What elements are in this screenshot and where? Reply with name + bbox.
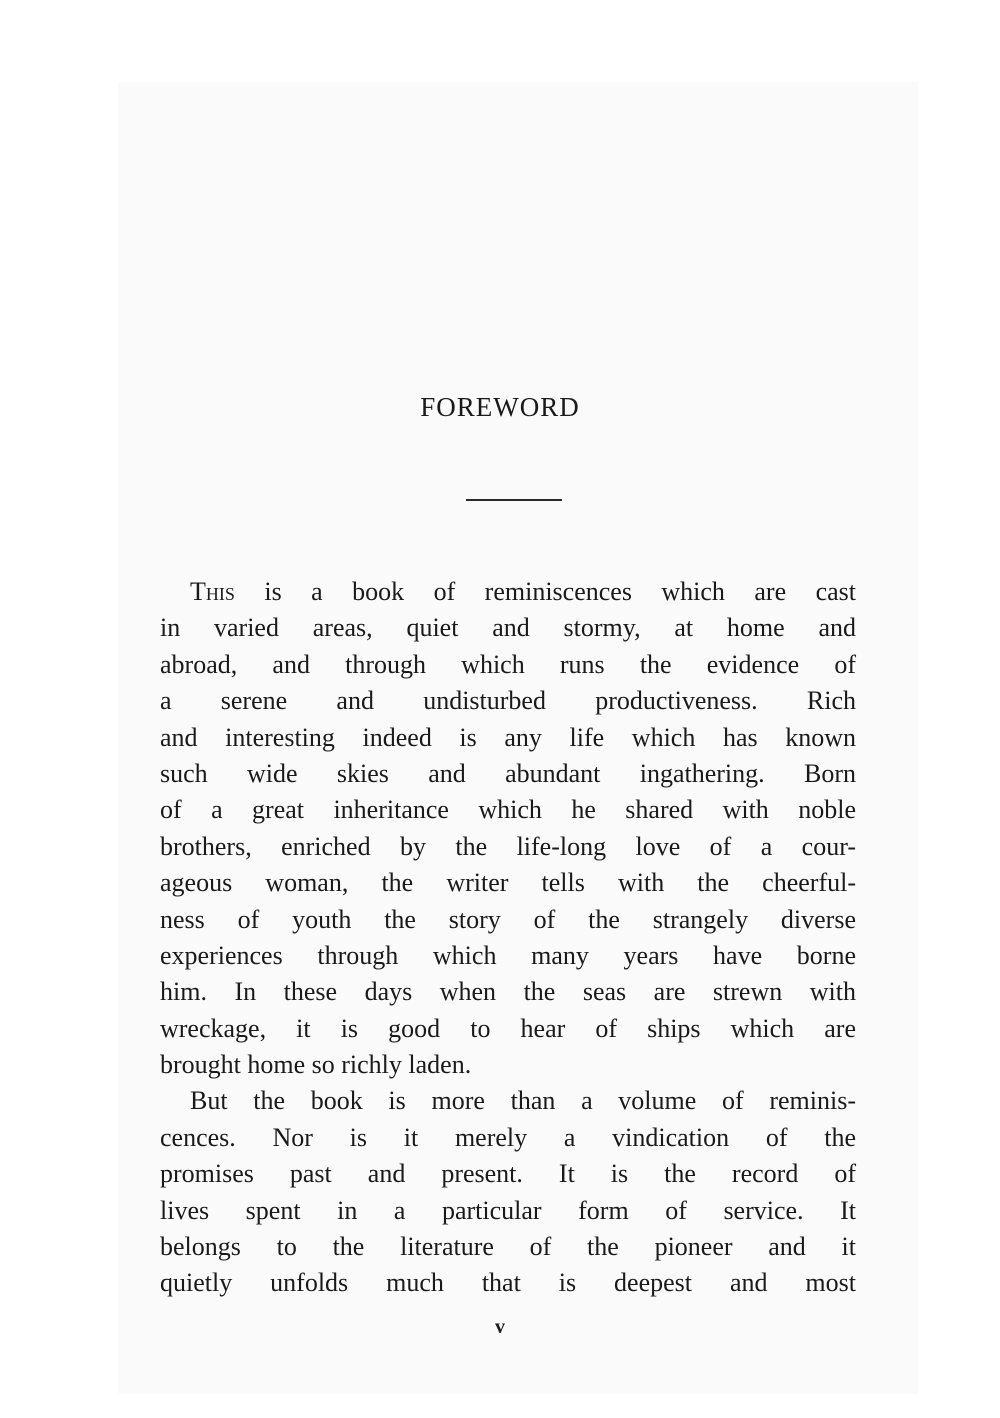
title-rule-divider <box>466 499 562 501</box>
paragraph-1-line: a serene and undisturbed productiveness. Rich <box>160 686 856 716</box>
paragraph-1-line: ness of youth the story of the strangely diverse <box>160 904 856 934</box>
paragraph-1-line: brothers, enriched by the life-long love of a cour- <box>160 831 856 861</box>
paragraph-2-line: lives spent in a particular form of service. It <box>160 1195 856 1225</box>
paragraph-1-line: abroad, and through which runs the evidence of <box>160 649 856 679</box>
paragraph-1-line-text: is a book of reminiscences which are cast <box>234 577 856 606</box>
paragraph-1-last-line: brought home so richly laden. <box>160 1050 472 1080</box>
first-word-small-caps: This <box>190 577 235 606</box>
paragraph-2-line: cences. Nor is it merely a vindication of the <box>160 1122 856 1152</box>
paragraph-1-line: ageous woman, the writer tells with the cheerful- <box>160 868 856 898</box>
paragraph-1-line: wreckage, it is good to hear of ships which are <box>160 1013 856 1043</box>
paragraph-1-line: such wide skies and abundant ingathering. Born <box>160 758 856 788</box>
page-title: FOREWORD <box>420 392 580 422</box>
paragraph-1-line: of a great inheritance which he shared with noble <box>160 795 856 825</box>
paragraph-2-line: quietly unfolds much that is deepest and most <box>160 1268 856 1298</box>
paragraph-1-line: and interesting indeed is any life which has known <box>160 722 856 752</box>
body-text <box>160 574 856 1302</box>
paragraph-1-line: in varied areas, quiet and stormy, at home and <box>160 613 856 643</box>
paragraph-2-line: belongs to the literature of the pioneer and it <box>160 1232 856 1262</box>
page-number: v <box>495 1316 505 1338</box>
paragraph-1-line <box>160 574 856 610</box>
paragraph-2-line: But the book is more than a volume of reminis- <box>190 1086 856 1116</box>
paragraph-2-line: promises past and present. It is the record of <box>160 1159 856 1189</box>
paragraph-1-line: experiences through which many years have borne <box>160 940 856 970</box>
paragraph-1-line: him. In these days when the seas are strewn with <box>160 977 856 1007</box>
